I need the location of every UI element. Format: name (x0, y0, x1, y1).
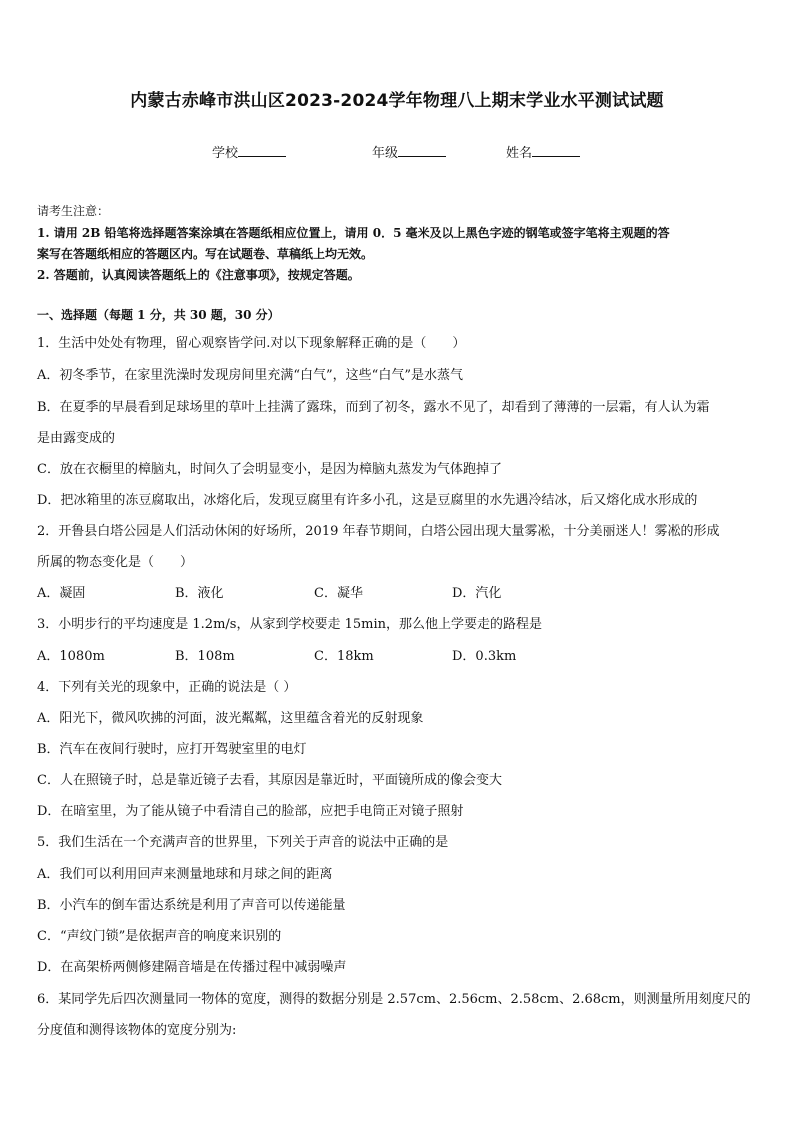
q5-option-d: D．在高架桥两侧修建隔音墙是在传播过程中减弱噪声 (37, 960, 347, 975)
notice-line-3: 2. 答题前，认真阅读答题纸上的《注意事项》，按规定答题。 (37, 268, 360, 282)
q5-option-a: A．我们可以利用回声来测量地球和月球之间的距离 (37, 867, 333, 882)
name-blank (532, 144, 580, 157)
notice-heading: 请考生注意： (37, 204, 110, 218)
q1-stem: 1．生活中处处有物理，留心观察皆学问.对以下现象解释正确的是（ ） (37, 336, 466, 351)
q2-option-c: C．凝华 (314, 586, 363, 601)
q3-option-b: B．108m (175, 649, 235, 664)
q1-option-d: D．把冰箱里的冻豆腐取出，冰熔化后，发现豆腐里有许多小孔，这是豆腐里的水先遇冷结冰，后又熔化成水形成的 (37, 493, 698, 508)
q1-option-b-cont: 是由露变成的 (37, 431, 116, 446)
q6-stem: 6．某同学先后四次测量同一物体的宽度，测得的数据分别是 2.57cm、2.56cm、2.58cm、2.68cm，则测量所用刻度尺的 (37, 992, 751, 1007)
q2-option-d: D．汽化 (452, 586, 502, 601)
q1-option-c: C．放在衣橱里的樟脑丸，时间久了会明显变小，是因为樟脑丸蒸发为气体跑掉了 (37, 462, 502, 477)
q4-option-a: A．阳光下，微风吹拂的河面，波光粼粼，这里蕴含着光的反射现象 (37, 711, 424, 726)
grade-label: 年级 (372, 146, 399, 161)
q4-option-c: C．人在照镜子时，总是靠近镜子去看，其原因是靠近时，平面镜所成的像会变大 (37, 773, 502, 788)
grade-blank (398, 144, 446, 157)
q2-stem: 2．开鲁县白塔公园是人们活动休闲的好场所，2019 年春节期间，白塔公园出现大量雾凇，十分美丽迷人！雾凇的形成 (37, 524, 720, 539)
school-label: 学校 (212, 146, 239, 161)
q4-option-b: B．汽车在夜间行驶时，应打开驾驶室里的电灯 (37, 742, 307, 757)
q1-option-b: B．在夏季的早晨看到足球场里的草叶上挂满了露珠，而到了初冬，露水不见了，却看到了薄薄的一层霜，有人认为霜 (37, 400, 710, 415)
q2-option-b: B．液化 (175, 586, 224, 601)
name-field (506, 142, 580, 161)
q3-option-c: C．18km (314, 649, 374, 664)
q3-stem: 3．小明步行的平均速度是 1.2m/s，从家到学校要走 15min，那么他上学要走的路程是 (37, 617, 542, 632)
q5-stem: 5．我们生活在一个充满声音的世界里，下列关于声音的说法中正确的是 (37, 835, 449, 850)
section-heading: 一、选择题（每题 1 分，共 30 题，30 分） (37, 308, 280, 322)
q4-stem: 4．下列有关光的现象中，正确的说法是（ ） (37, 680, 297, 695)
page-title: 内蒙古赤峰市洪山区2023-2024学年物理八上期末学业水平测试试题 (130, 91, 664, 111)
q2-stem-cont: 所属的物态变化是（ ） (37, 555, 194, 570)
q6-stem-cont: 分度值和测得该物体的宽度分别为: (37, 1023, 237, 1038)
q2-option-a: A．凝固 (37, 586, 86, 601)
q3-option-a: A．1080m (37, 649, 105, 664)
q5-option-b: B．小汽车的倒车雷达系统是利用了声音可以传递能量 (37, 898, 346, 913)
name-label: 姓名 (506, 146, 533, 161)
q1-option-a: A．初冬季节，在家里洗澡时发现房间里充满“白气”，这些“白气”是水蒸气 (37, 368, 463, 383)
grade-field (372, 142, 446, 161)
q3-option-d: D．0.3km (452, 649, 517, 664)
notice-line-2: 案写在答题纸相应的答题区内。写在试题卷、草稿纸上均无效。 (37, 247, 374, 261)
school-field (212, 142, 286, 161)
q5-option-c: C．“声纹门锁”是依据声音的响度来识别的 (37, 929, 282, 944)
school-blank (238, 144, 286, 157)
notice-line-1: 1. 请用 2B 铅笔将选择题答案涂填在答题纸相应位置上，请用 0．5 毫米及以上黑色字迹的钢笔或签字笔将主观题的答 (37, 226, 670, 240)
q4-option-d: D．在暗室里，为了能从镜子中看清自己的脸部，应把手电筒正对镜子照射 (37, 804, 464, 819)
